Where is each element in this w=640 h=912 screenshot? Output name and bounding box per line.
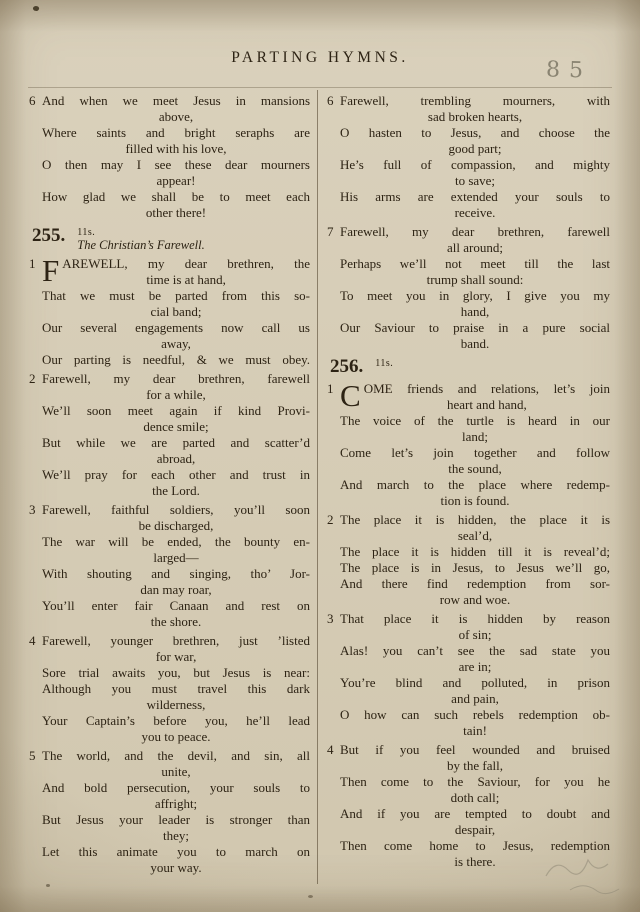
verse-line: the shore. — [150, 614, 202, 629]
verse-line: And if you are tempted to doubt and — [340, 806, 610, 821]
verse-line: doth call; — [450, 790, 500, 805]
verse-line: hand, — [460, 304, 490, 319]
verse-number: 7 — [327, 224, 334, 239]
verse-line: His arms are extended your souls to — [340, 189, 610, 204]
hymn-number: 256. — [330, 356, 364, 377]
verse-line: affright; — [154, 796, 198, 811]
verse-line: Farewell, my dear brethren, farewell — [340, 224, 610, 239]
left-column — [29, 93, 310, 879]
verse-line: you to peace. — [141, 729, 211, 744]
verse-line: sad broken hearts, — [427, 109, 523, 124]
verse-line: The world, and the devil, and sin, all — [42, 748, 310, 763]
verse-body — [340, 611, 610, 739]
verse-line: Perhaps we’ll not meet till the last — [340, 256, 610, 271]
verse-line: time is at hand, — [146, 272, 226, 287]
verse-line: Then come home to Jesus, redemption — [340, 838, 610, 853]
verse-line: That we must be parted from this so- — [42, 288, 310, 303]
verse-number: 6 — [327, 93, 334, 108]
verse-line: But Jesus your leader is stronger than — [42, 812, 310, 827]
verse-body — [340, 512, 610, 608]
verse-line: dence smile; — [143, 419, 209, 434]
verse-line: cial band; — [150, 304, 202, 319]
verse-line: Farewell, my dear brethren, farewell — [42, 371, 310, 386]
verse-line: The place it is hidden, the place it is — [340, 512, 610, 527]
verse-line: The voice of the turtle is heard in our — [340, 413, 610, 428]
verse-line: by the fall, — [447, 758, 503, 773]
verse-line: Come let’s join together and follow — [340, 445, 610, 460]
verse-line: Where saints and bright seraphs are — [42, 125, 310, 140]
header-rule — [28, 87, 612, 88]
verse-line: But while we are parted and scatter’d — [42, 435, 310, 450]
verse-line: good part; — [448, 141, 502, 156]
verse-line: And there find redemption from sor- — [340, 576, 610, 591]
verse-line: heart and hand, — [446, 397, 527, 412]
ink-speck-bottom-center — [308, 895, 313, 898]
verse-body — [340, 224, 610, 352]
hymn-verse — [327, 512, 610, 608]
verse-line: You’ll enter fair Canaan and rest on — [42, 598, 310, 613]
verse-line: for war, — [155, 649, 197, 664]
verse-line: unite, — [161, 764, 191, 779]
verse-line: Our Saviour to praise in a pure social — [340, 320, 610, 335]
verse-line: We’ll soon meet again if kind Provi- — [42, 403, 310, 418]
hymn-verse — [29, 371, 310, 499]
verse-line: O hasten to Jesus, and choose the — [340, 125, 610, 140]
verse-line: are in; — [458, 659, 492, 674]
verse-body — [42, 502, 310, 630]
right-column — [327, 93, 610, 873]
verse-line: abroad, — [156, 451, 196, 466]
verse-number: 1 — [327, 381, 334, 396]
verse-line: We’ll pray for each other and trust in — [42, 467, 310, 482]
verse-line: despair, — [454, 822, 496, 837]
verse-line: Let this animate you to march on — [42, 844, 310, 859]
verse-line: That place it is hidden by reason — [340, 611, 610, 626]
verse-number: 5 — [29, 748, 36, 763]
verse-line: your way. — [150, 860, 202, 875]
verse-line: of sin; — [458, 627, 492, 642]
hymn-verse — [327, 378, 610, 509]
verse-line: To meet you in glory, I give you my — [340, 288, 610, 303]
ink-speck-bottom-left — [46, 884, 50, 887]
verse-line: above, — [158, 109, 194, 124]
verse-line: O how can such rebels redemption ob- — [340, 707, 610, 722]
hymn-meter-label: 11s. — [375, 358, 394, 369]
verse-line: and pain, — [451, 691, 499, 706]
verse-line: You’re blind and polluted, in prison — [340, 675, 610, 690]
verse-line: they; — [163, 828, 189, 843]
verse-line: appear! — [156, 173, 196, 188]
verse-line: And march to the place where redemp- — [340, 477, 610, 492]
verse-line: Although you must travel this dark — [42, 681, 310, 696]
hymn-verse — [29, 253, 310, 368]
verse-line: seal’d, — [457, 528, 493, 543]
hymn-verse — [327, 93, 610, 221]
verse-line: be discharged, — [138, 518, 214, 533]
verse-line: The place is in Jesus, to Jesus we’ll go, — [340, 560, 610, 575]
verse-number: 4 — [327, 742, 334, 757]
ink-speck-top-left — [32, 5, 39, 12]
verse-line: O then may I see these dear mourners — [42, 157, 310, 172]
verse-line: tion is found. — [440, 493, 510, 508]
verse-line: Farewell, faithful soldiers, you’ll soon — [42, 502, 310, 517]
verse-line: And when we meet Jesus in mansions — [42, 93, 310, 108]
verse-line: With shouting and singing, tho’ Jor- — [42, 566, 310, 581]
verse-line: wilderness, — [146, 697, 206, 712]
verse-line: dan may roar, — [140, 582, 212, 597]
verse-body — [42, 93, 310, 221]
hymn-heading-meta — [77, 226, 204, 252]
hymn-meter-label: 11s. — [77, 227, 96, 238]
verse-line: But if you feel wounded and bruised — [340, 742, 610, 757]
verse-line: Our several engagements now call us — [42, 320, 310, 335]
hymn-heading — [29, 226, 310, 252]
verse-line: Your Captain’s before you, he’ll lead — [42, 713, 310, 728]
verse-line: Farewell, trembling mourners, with — [340, 93, 610, 108]
verse-line: The place it is hidden till it is reveal’d; — [340, 544, 610, 559]
verse-line: larged— — [153, 550, 199, 565]
verse-line: the Lord. — [152, 483, 200, 498]
pencil-scribble — [540, 838, 632, 900]
verse-body — [42, 748, 310, 876]
verse-line: the sound, — [448, 461, 502, 476]
hymn-verse — [29, 633, 310, 745]
hymn-heading — [327, 357, 610, 377]
hymn-number: 255. — [32, 225, 66, 246]
verse-line: is there. — [454, 854, 496, 869]
verse-line: He’s full of compassion, and mighty — [340, 157, 610, 172]
verse-line: Alas! you can’t see the sad state you — [340, 643, 610, 658]
verse-line: receive. — [454, 205, 496, 220]
hymn-verse — [327, 611, 610, 739]
hymn-heading-meta — [375, 357, 393, 369]
verse-body — [340, 378, 610, 509]
verse-number: 4 — [29, 633, 36, 648]
verse-line: for a while, — [146, 387, 206, 402]
verse-line: band. — [460, 336, 490, 351]
verse-number: 6 — [29, 93, 36, 108]
verse-line: all around; — [447, 240, 503, 255]
verse-line: AREWELL, my dear brethren, the — [62, 256, 310, 271]
verse-body — [42, 633, 310, 745]
verse-body — [42, 253, 310, 368]
verse-number: 2 — [327, 512, 334, 527]
page-header-title: PARTING HYMNS. — [231, 49, 409, 66]
verse-line: row and woe. — [439, 592, 511, 607]
verse-line: Sore trial awaits you, but Jesus is near: — [42, 665, 310, 680]
hymn-verse — [29, 502, 310, 630]
verse-line: other there! — [145, 205, 207, 220]
verse-body — [42, 371, 310, 499]
verse-number: 3 — [29, 502, 36, 517]
drop-cap-letter: F — [42, 253, 60, 288]
verse-line: Then come to the Saviour, for you he — [340, 774, 610, 789]
verse-line: land; — [462, 429, 488, 444]
column-divider — [317, 90, 318, 884]
verse-line: The war will be ended, the bounty en- — [42, 534, 310, 549]
verse-line: OME friends and relations, let’s join — [363, 381, 610, 396]
verse-line: Farewell, younger brethren, just ’listed — [42, 633, 310, 648]
verse-line: to save; — [454, 173, 496, 188]
verse-number: 3 — [327, 611, 334, 626]
hymn-verse — [327, 224, 610, 352]
verse-line: filled with his love, — [125, 141, 227, 156]
verse-line: And bold persecution, your souls to — [42, 780, 310, 795]
verse-line: trump shall sound: — [426, 272, 524, 287]
verse-body — [340, 93, 610, 221]
verse-line: tain! — [463, 723, 487, 738]
verse-line: How glad we shall be to meet each — [42, 189, 310, 204]
page-number: 85 — [545, 57, 593, 84]
verse-number: 2 — [29, 371, 36, 386]
hymn-verse — [29, 93, 310, 221]
verse-number: 1 — [29, 256, 36, 271]
hymn-verse — [29, 748, 310, 876]
verse-line: away, — [161, 336, 191, 351]
hymn-title: The Christian’s Farewell. — [77, 238, 205, 252]
verse-line: Our parting is needful, & we must obey. — [42, 352, 310, 367]
drop-cap-letter: C — [340, 378, 361, 413]
